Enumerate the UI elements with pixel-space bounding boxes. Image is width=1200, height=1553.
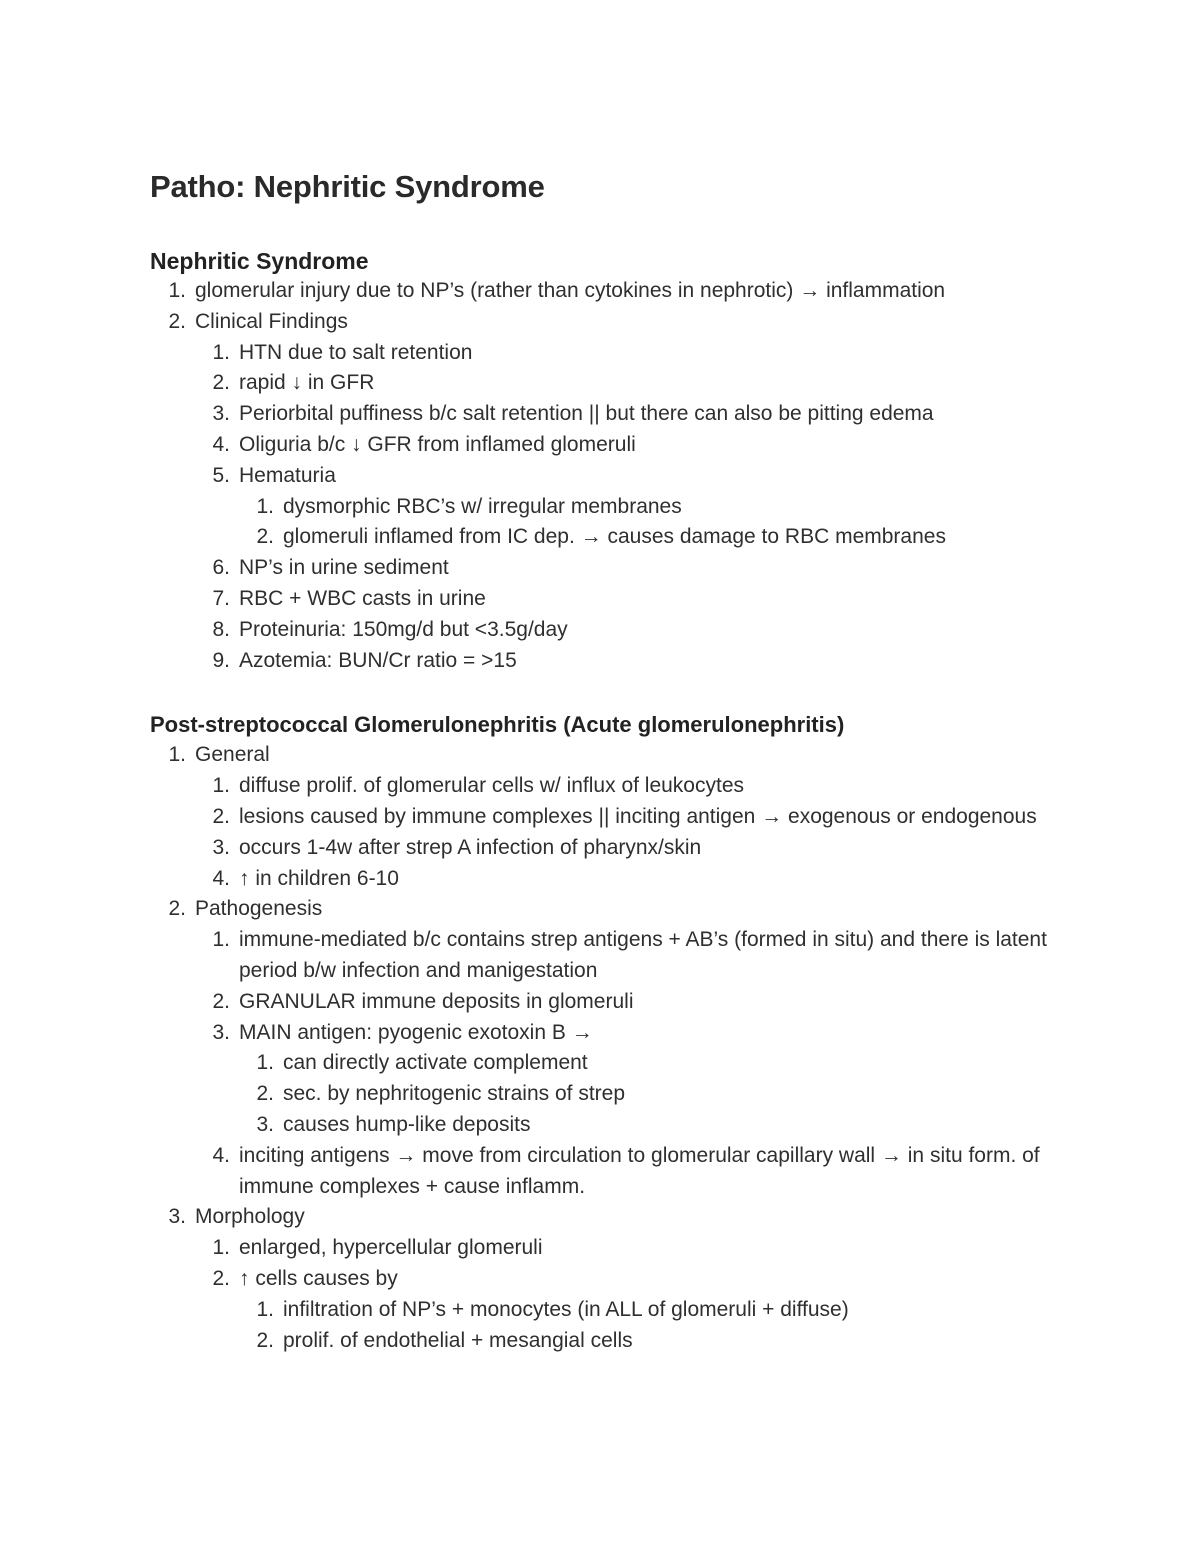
list-item [150,740,1070,771]
list-number: 6. [212,556,230,580]
list-item-text: ↑ cells causes by [239,1266,398,1290]
list-number: 1. [256,1297,274,1321]
list-item [150,1202,1070,1233]
list-item-text: ↑ in children 6-10 [239,866,399,890]
list-item-text: RBC + WBC casts in urine [239,586,486,610]
list-number: 4. [212,432,230,456]
list-item-text: enlarged, hypercellular glomeruli [239,1236,543,1260]
outline-sublist [150,1233,1070,1295]
list-number: 1. [212,1236,230,1260]
outline-sublist [150,925,1070,1048]
outline-sublist [150,1048,1070,1140]
list-item [150,307,1070,338]
list-number: 1. [212,340,230,364]
list-item [150,1048,1070,1079]
list-number: 1. [168,743,186,767]
list-item-text: Hematuria [239,463,336,487]
document-page [150,168,1070,1356]
list-item [150,584,1070,615]
list-number: 1. [256,1051,274,1075]
list-number: 2. [212,371,230,395]
outline-sublist [150,771,1070,894]
list-number: 3. [212,1020,230,1044]
list-item [150,894,1070,925]
list-number: 3. [168,1205,186,1229]
section-nephritic-syndrome [150,246,1070,676]
list-number: 9. [212,648,230,672]
list-item-text: NP’s in urine sediment [239,556,449,580]
list-item-text: MAIN antigen: pyogenic exotoxin B → [239,1020,593,1044]
outline-sublist [150,338,1070,492]
list-item-text: rapid ↓ in GFR [239,371,375,395]
list-number: 3. [256,1112,274,1136]
list-item [150,1326,1070,1357]
list-item-text: infiltration of NP’s + monocytes (in ALL of glomeruli + diffuse) [283,1297,849,1321]
list-number: 1. [168,279,186,302]
list-item-text: Periorbital puffiness b/c salt retention || but there can also be pitting edema [239,402,934,426]
list-item [150,461,1070,492]
list-item [150,833,1070,864]
list-item-text: immune-mediated b/c contains strep antigens + AB’s (formed in situ) and there is latent period b/w infection and manigestation [239,928,1047,982]
section-heading: Post-streptococcal Glomerulonephritis (Acute glomerulonephritis) [150,712,845,738]
list-item-text: diffuse prolif. of glomerular cells w/ influx of leukocytes [239,774,745,798]
list-item-text: Oliguria b/c ↓ GFR from inflamed glomeruli [239,432,636,456]
list-item [150,338,1070,369]
list-item [150,1079,1070,1110]
list-item [150,522,1070,553]
list-item-text: prolif. of endothelial + mesangial cells [283,1328,633,1352]
list-number: 2. [212,989,230,1013]
list-item-text: occurs 1-4w after strep A infection of pharynx/skin [239,835,702,859]
list-item [150,492,1070,523]
list-item-text: lesions caused by immune complexes || inciting antigen → exogenous or endogenous [239,804,1037,828]
list-item [150,1141,1070,1203]
list-item [150,802,1070,833]
list-item [150,987,1070,1018]
list-item-text: Morphology [195,1205,305,1229]
list-number: 2. [256,1082,274,1106]
list-item-text: inciting antigens → move from circulation to glomerular capillary wall → in situ form. of immune complexes + cause inflamm. [239,1143,1040,1198]
list-number: 2. [256,1328,274,1352]
list-item-text: Proteinuria: 150mg/d but <3.5g/day [239,617,568,641]
list-item [150,646,1070,677]
list-number: 3. [212,835,230,859]
list-item [150,276,1070,307]
list-item-text: General [195,743,270,767]
outline-sublist [150,1295,1070,1357]
list-number: 2. [168,897,186,921]
list-number: 2. [256,525,274,549]
list-number: 5. [212,463,230,487]
list-item-text: sec. by nephritogenic strains of strep [283,1082,626,1106]
outline-list [150,740,1070,771]
list-number: 1. [212,928,230,952]
list-number: 2. [212,804,230,828]
outline-sublist [150,1141,1070,1203]
outline-sublist [150,553,1070,676]
list-item-text: causes hump-like deposits [283,1112,531,1136]
outline-list [150,1202,1070,1233]
page-title: Patho: Nephritic Syndrome [150,169,545,204]
list-number: 1. [212,774,230,798]
list-item [150,864,1070,895]
list-number: 2. [168,309,186,333]
list-item-text: can directly activate complement [283,1051,588,1075]
list-item-text: HTN due to salt retention [239,340,473,364]
list-number: 4. [212,866,230,890]
section-post-strep-gn [150,710,1070,1356]
list-item [150,553,1070,584]
list-item-text: GRANULAR immune deposits in glomeruli [239,989,634,1013]
list-item [150,1233,1070,1264]
list-item [150,615,1070,646]
list-item [150,368,1070,399]
list-item-text: Clinical Findings [195,309,348,333]
list-item [150,430,1070,461]
list-number: 7. [212,586,230,610]
list-number: 2. [212,1266,230,1290]
list-item-text: Azotemia: BUN/Cr ratio = >15 [239,648,517,672]
section-heading: Nephritic Syndrome [150,248,369,274]
outline-sublist [150,492,1070,554]
outline-list [150,276,1070,338]
list-item-text: glomerular injury due to NP’s (rather than cytokines in nephrotic) → inflammation [195,279,946,302]
list-number: 1. [256,494,274,518]
list-item-text: Pathogenesis [195,897,323,921]
list-item [150,1110,1070,1141]
list-item-text: dysmorphic RBC’s w/ irregular membranes [283,494,682,518]
list-item [150,399,1070,430]
list-item [150,1264,1070,1295]
list-number: 3. [212,402,230,426]
list-item [150,925,1070,987]
outline-list [150,894,1070,925]
list-item [150,771,1070,802]
list-number: 4. [212,1143,230,1167]
list-item [150,1018,1070,1049]
list-item [150,1295,1070,1326]
list-number: 8. [212,617,230,641]
list-item-text: glomeruli inflamed from IC dep. → causes damage to RBC membranes [283,525,946,549]
